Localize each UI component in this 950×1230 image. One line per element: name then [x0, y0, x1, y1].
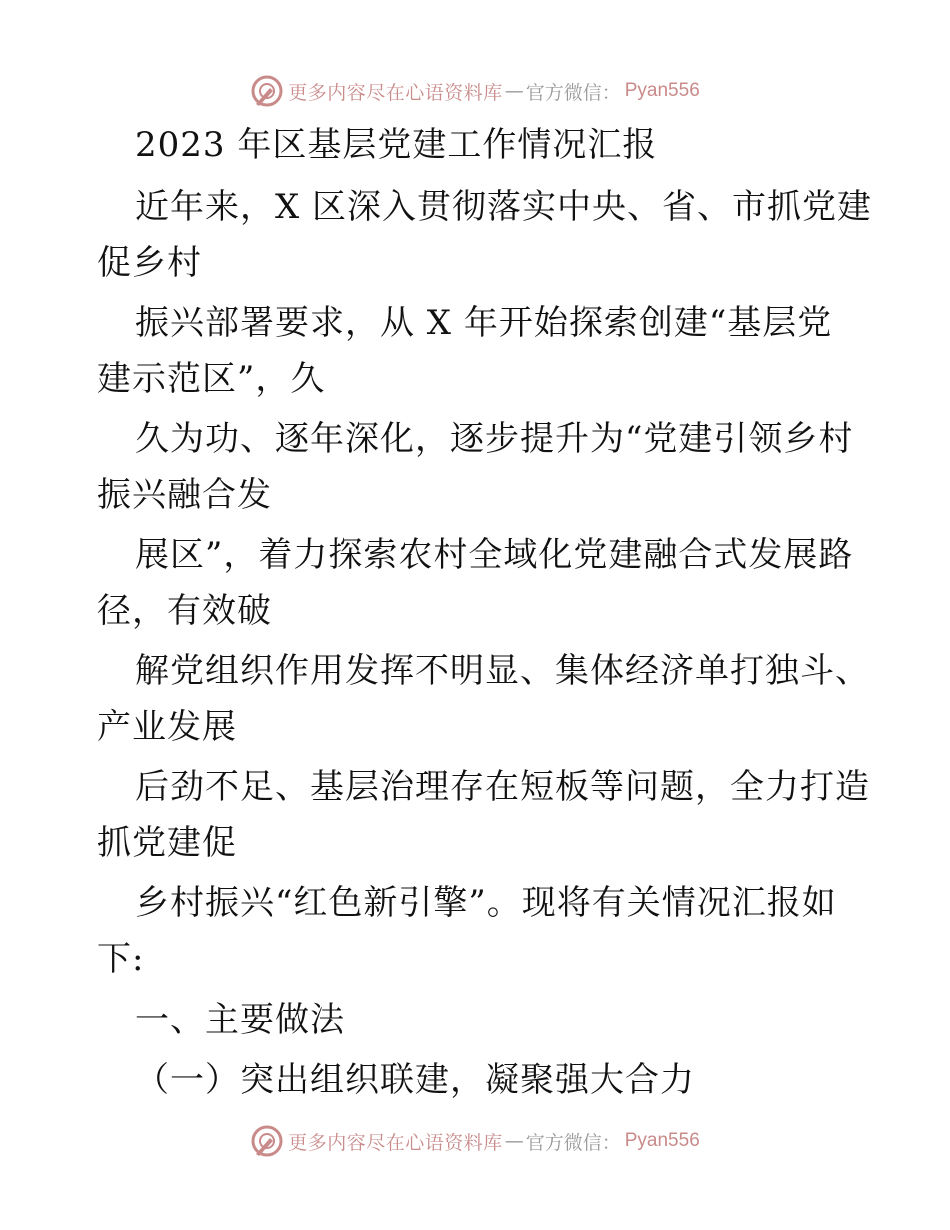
paragraph-line: 后劲不足、基层治理存在短板等问题，全力打造 [135, 767, 870, 807]
paragraph-line: 乡村振兴“红色新引擎”。现将有关情况汇报如 [135, 883, 837, 923]
watermark-separator: — [504, 1130, 524, 1152]
paragraph-line: 产业发展 [97, 707, 237, 747]
paragraph-line: 径，有效破 [97, 591, 272, 631]
watermark-separator: — [504, 80, 524, 102]
paragraph-line: 振兴部署要求，从 X 年开始探索创建“基层党 [135, 303, 833, 343]
watermark-text: 更多内容尽在心语资料库 [288, 1131, 503, 1154]
watermark-text: 更多内容尽在心语资料库 [288, 81, 503, 104]
watermark-wechat-id: Pyan556 [624, 80, 700, 101]
paragraph-line: 久为功、逐年深化，逐步提升为“党建引领乡村 [135, 419, 854, 459]
paragraph-line: 振兴融合发 [97, 475, 272, 515]
pen-logo-icon [250, 74, 284, 108]
paragraph-line: 解党组织作用发挥不明显、集体经济单打独斗、 [135, 651, 870, 691]
watermark-wechat-label: 官方微信： [525, 1131, 621, 1154]
paragraph-line: 近年来，X 区深入贯彻落实中央、省、市抓党建 [135, 187, 873, 227]
paragraph-line: 抓党建促 [97, 823, 237, 863]
subsection-heading: （一）突出组织联建，凝聚强大合力 [135, 1060, 695, 1100]
paragraph-line: 建示范区”，久 [97, 359, 326, 399]
paragraph-line: 展区”，着力探索农村全域化党建融合式发展路 [135, 535, 854, 575]
paragraph-line: 促乡村 [97, 243, 202, 283]
watermark-footer [0, 1121, 950, 1161]
watermark-header [0, 71, 950, 111]
pen-logo-icon [250, 1124, 284, 1158]
section-heading: 一、主要做法 [135, 1000, 345, 1040]
document-title: 2023 年区基层党建工作情况汇报 [135, 125, 658, 165]
paragraph-line: 下: [97, 939, 145, 979]
watermark-wechat-label: 官方微信： [525, 81, 621, 104]
watermark-wechat-id: Pyan556 [624, 1130, 700, 1151]
